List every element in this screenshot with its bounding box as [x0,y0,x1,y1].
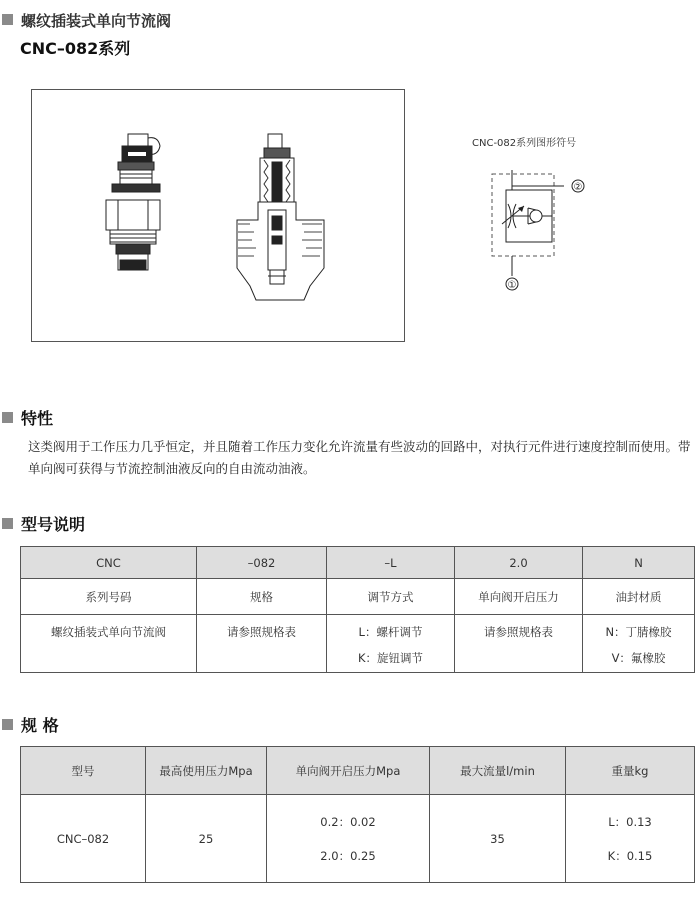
features-heading: 特性 [2,406,53,429]
value-cell: N：丁腈橡胶 V：氟橡胶 [583,615,695,673]
section-bullet-icon [2,518,13,529]
spec-header-row [21,747,695,795]
spec-heading: 规 格 [2,713,59,736]
value-cell: 请参照规格表 [455,615,583,673]
code-cell: 2.0 [455,547,583,579]
weight-cell: L：0.13 K：0.15 [566,795,695,883]
label-cell: 调节方式 [327,579,455,615]
title-text: 螺纹插装式单向节流阀 [21,12,172,30]
model-code-row [21,547,695,579]
header-cell: 重量kg [566,747,695,795]
label-cell: 单向阀开启压力 [455,579,583,615]
crack-pressure-cell: 0.2：0.02 2.0：0.25 [267,795,430,883]
model-cell: CNC–082 [21,795,146,883]
valve-section-view-icon [237,134,324,300]
model-value-row [21,615,695,673]
section-bullet-icon [2,412,13,423]
value-cell: L：螺杆调节 K：旋钮调节 [327,615,455,673]
page-title [2,10,171,31]
port-1-label: ① [507,280,517,291]
header-cell: 最高使用压力Mpa [146,747,267,795]
code-cell: –L [327,547,455,579]
spec-data-row [21,795,695,883]
model-table [20,546,695,673]
label-cell: 油封材质 [583,579,695,615]
features-text: 这类阀用于工作压力几乎恒定，并且随着工作压力变化允许流量有些波动的回路中，对执行元件进行速度控制而使用。带单向阀可获得与节流控制油液反向的自由流动油液。 [28,439,691,476]
valve-external-view-icon [106,134,160,270]
valve-drawing [32,90,404,341]
model-heading: 型号说明 [2,512,85,535]
symbol-caption: CNC-082系列图形符号 [472,138,577,149]
header-cell: 型号 [21,747,146,795]
label-cell: 规格 [197,579,327,615]
product-drawing-frame [31,89,405,342]
hydraulic-symbol-icon [484,170,594,295]
port-2-label: ② [573,182,583,193]
code-cell: –082 [197,547,327,579]
label-cell: 系列号码 [21,579,197,615]
value-cell: 请参照规格表 [197,615,327,673]
model-label-row [21,579,695,615]
code-cell: N [583,547,695,579]
header-cell: 单向阀开启压力Mpa [267,747,430,795]
header-cell: 最大流量l/min [430,747,566,795]
section-bullet-icon [2,719,13,730]
section-bullet-icon [2,14,13,25]
flow-cell: 35 [430,795,566,883]
series-subtitle: CNC–082系列 [20,39,131,58]
code-cell: CNC [21,547,197,579]
pressure-cell: 25 [146,795,267,883]
spec-table [20,746,695,883]
value-cell: 螺纹插装式单向节流阀 [21,615,197,673]
